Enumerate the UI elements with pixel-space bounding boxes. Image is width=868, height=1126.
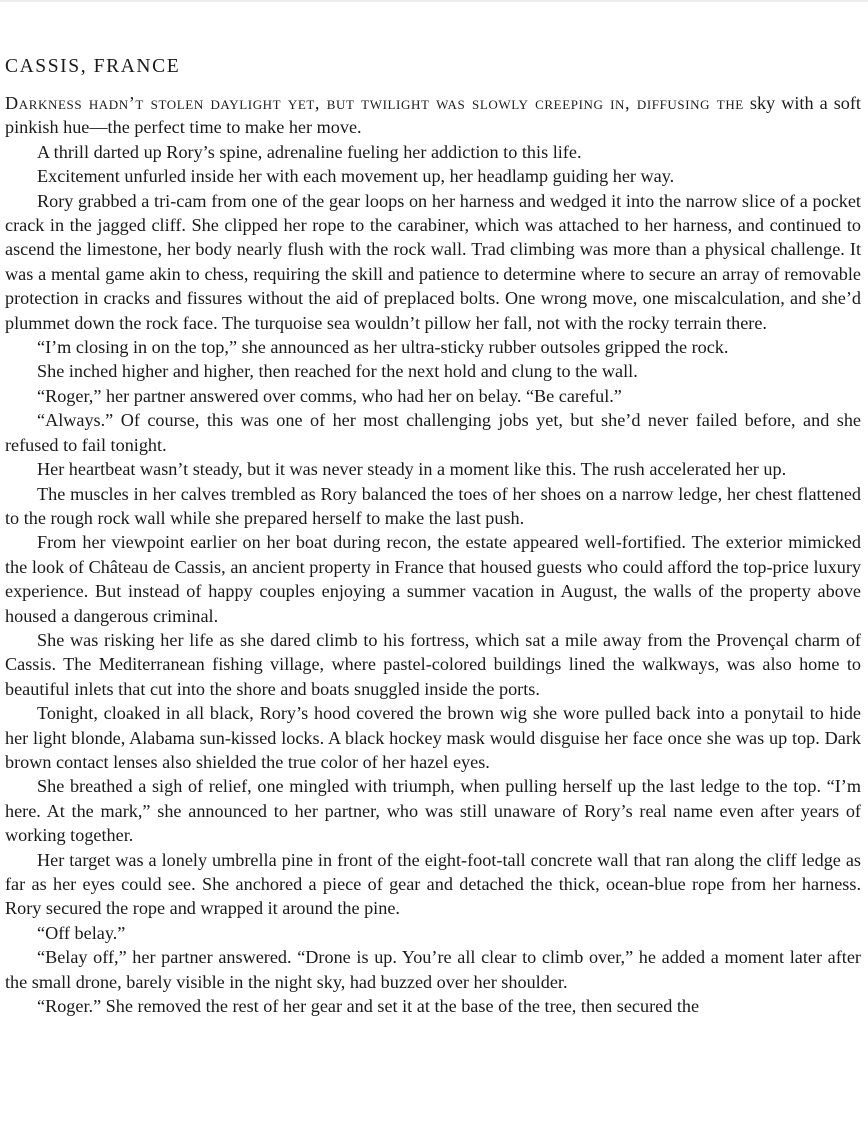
paragraph: Excitement unfurled inside her with each movement up, her headlamp guiding her way. (37, 166, 675, 187)
paragraph: A thrill darted up Rory’s spine, adrenaline fueling her addiction to this life. (37, 141, 582, 162)
paragraph: “I’m closing in on the top,” she announced as her ultra-sticky rubber outsoles gripped the rock. (37, 337, 729, 358)
lead-paragraph (5, 91, 861, 140)
chapter-body (5, 91, 861, 1018)
paragraph: Rory grabbed a tri-cam from one of the gear loops on her harness and wedged it into the narrow slice of a pocket crack in the jagged cliff. She clipped her rope to the carabiner, which was attached to her harness, and continued to ascend the limestone, her body nearly flush with the rock wall. Trad climbing was more than a physical challenge. It was a mental game akin to chess, requiring the skill and patience to determine where to secure an array of removable protection in cracks and fissures without the aid of preplaced bolts. One wrong move, one miscalculation, and she’d plummet down the rock face. The turquoise sea wouldn’t pillow her fall, not with the rocky terrain there. (5, 190, 861, 333)
paragraph: She breathed a sigh of relief, one mingled with triumph, when pulling herself up the last ledge to the top. “I’m here. At the mark,” she announced to her partner, who was still unaware of Rory’s real name even after years of working together. (5, 776, 861, 846)
paragraph: Her target was a lonely umbrella pine in front of the eight-foot-tall concrete wall that ran along the cliff ledge as far as her eyes could see. She anchored a piece of gear and detached the thick, ocean-blue rope from her harness. Rory secured the rope and wrapped it around the pine. (5, 849, 861, 919)
lead-rest-text: sky with a soft pinkish hue—the perfect time to make her move. (5, 93, 861, 138)
paragraph: Her heartbeat wasn’t steady, but it was never steady in a moment like this. The rush accelerated her up. (37, 459, 787, 480)
paragraph: She inched higher and higher, then reached for the next hold and clung to the wall. (37, 361, 638, 382)
paragraph: She was risking her life as she dared climb to his fortress, which sat a mile away from the Provençal charm of Cassis. The Mediterranean fishing village, where pastel-colored buildings lined the walkways, was also home to beautiful inlets that cut into the shore and boats snuggled inside the ports. (5, 629, 861, 699)
paragraph: “Roger,” her partner answered over comms, who had her on belay. “Be careful.” (37, 385, 622, 406)
location-heading: CASSIS, FRANCE (5, 56, 181, 77)
book-page (5, 0, 861, 1018)
paragraph: The muscles in her calves trembled as Rory balanced the toes of her shoes on a narrow ledge, her chest flattened to the rough rock wall while she prepared herself to make the last push. (5, 483, 861, 528)
paragraph: “Off belay.” (37, 922, 126, 943)
paragraph: “Always.” Of course, this was one of her most challenging jobs yet, but she’d never failed before, and she refused to fail tonight. (5, 410, 861, 455)
lead-smallcaps-text: Darkness hadn’t stolen daylight yet, but twilight was slowly creeping in, diffusing the (5, 93, 744, 113)
paragraph: From her viewpoint earlier on her boat during recon, the estate appeared well-fortified. The exterior mimicked the look of Château de Cassis, an ancient property in France that housed guests who could afford the top-price luxury experience. But instead of happy couples enjoying a summer vacation in August, the walls of the property above housed a dangerous criminal. (5, 532, 861, 626)
paragraph: “Belay off,” her partner answered. “Drone is up. You’re all clear to climb over,” he added a moment later after the small drone, barely visible in the night sky, had buzzed over her shoulder. (5, 947, 861, 992)
paragraph: Tonight, cloaked in all black, Rory’s hood covered the brown wig she wore pulled back into a ponytail to hide her light blonde, Alabama sun-kissed locks. A black hockey mask would disguise her face once she was up top. Dark brown contact lenses also shielded the true color of her hazel eyes. (5, 703, 861, 772)
paragraph: “Roger.” She removed the rest of her gear and set it at the base of the tree, then secured the (37, 996, 700, 1017)
